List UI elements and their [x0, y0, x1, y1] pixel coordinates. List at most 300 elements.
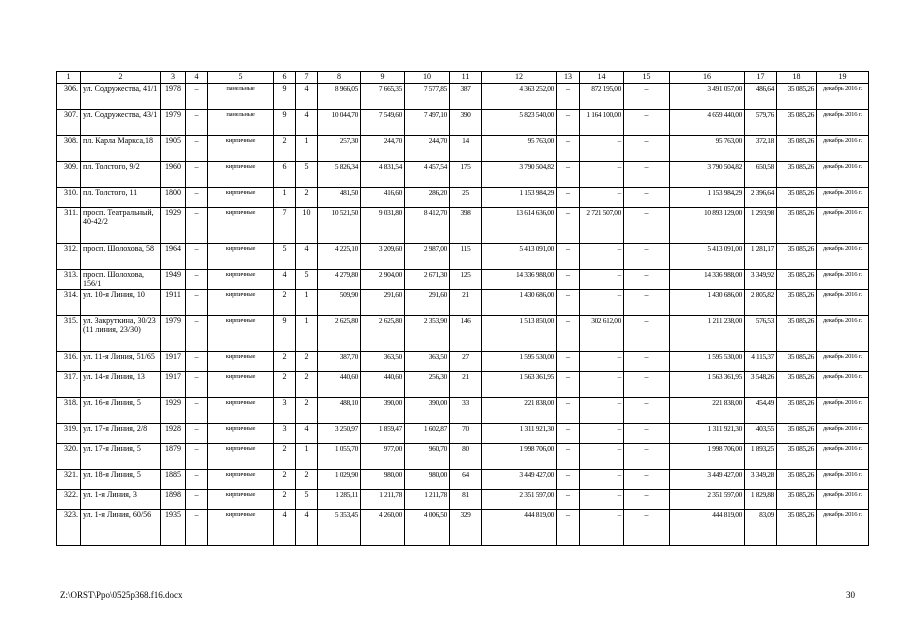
table-cell: – [557, 84, 580, 110]
table-cell: 403,55 [745, 424, 777, 444]
table-cell: 35 085,26 [777, 444, 817, 470]
table-cell: – [624, 290, 670, 316]
table-row [57, 270, 869, 290]
table-cell: 1964 [161, 244, 186, 270]
table-cell: 1 211,78 [405, 490, 450, 510]
table-cell: 1 293,98 [745, 208, 777, 244]
table-cell: 175 [450, 162, 482, 188]
table-cell: 310. [57, 188, 81, 208]
table-cell: 1 998 706,00 [670, 444, 745, 470]
table-cell: 5 826,34 [318, 162, 361, 188]
table-cell: кирпичные [208, 470, 274, 490]
table-cell: 318. [57, 398, 81, 424]
table-row [57, 110, 869, 136]
table-cell: – [580, 510, 624, 546]
table-cell: 5 [296, 162, 318, 188]
table-row [57, 444, 869, 470]
table-cell: – [580, 444, 624, 470]
table-cell: 70 [450, 424, 482, 444]
housing-register-table [56, 71, 869, 546]
table-cell: ул. 16-я Линия, 5 [81, 398, 161, 424]
table-cell: 146 [450, 316, 482, 352]
table-cell: 1917 [161, 352, 186, 372]
table-cell: декабрь 2016 г. [817, 244, 869, 270]
table-cell: – [186, 208, 208, 244]
table-cell: 872 195,00 [580, 84, 624, 110]
table-cell: 4 831,54 [361, 162, 405, 188]
table-cell: 35 085,26 [777, 424, 817, 444]
table-cell: ул. 17-я Линия, 2/8 [81, 424, 161, 444]
table-cell: 14 336 988,00 [482, 270, 557, 290]
table-cell: – [580, 162, 624, 188]
table-cell: 319. [57, 424, 81, 444]
table-cell: 579,76 [745, 110, 777, 136]
column-number-cell: 1 [57, 72, 81, 84]
table-cell: 35 085,26 [777, 162, 817, 188]
table-cell: 302 612,00 [580, 316, 624, 352]
table-cell: кирпичные [208, 316, 274, 352]
table-cell: 4 457,54 [405, 162, 450, 188]
table-row [57, 398, 869, 424]
table-cell: – [186, 244, 208, 270]
table-cell: ул. 1-я Линия, 3 [81, 490, 161, 510]
table-cell: 8 966,05 [318, 84, 361, 110]
table-cell: 2 721 507,00 [580, 208, 624, 244]
table-cell: 10 893 129,00 [670, 208, 745, 244]
table-cell: 387 [450, 84, 482, 110]
table-cell: 1960 [161, 162, 186, 188]
table-cell: 2 625,80 [318, 316, 361, 352]
table-cell: 2 351 597,00 [670, 490, 745, 510]
table-row [57, 208, 869, 244]
table-cell: 314. [57, 290, 81, 316]
table-cell: – [186, 352, 208, 372]
table-cell: кирпичные [208, 372, 274, 398]
table-cell: 1 602,87 [405, 424, 450, 444]
table-cell: 4 659 440,00 [670, 110, 745, 136]
table-cell: – [624, 208, 670, 244]
table-cell: – [624, 244, 670, 270]
table-cell: 1 153 984,29 [482, 188, 557, 208]
table-cell: – [624, 398, 670, 424]
table-cell: 8 412,70 [405, 208, 450, 244]
table-cell: 5 413 091,00 [482, 244, 557, 270]
table-cell: декабрь 2016 г. [817, 136, 869, 162]
table-cell: 3 209,60 [361, 244, 405, 270]
table-cell: 2 [274, 372, 296, 398]
table-cell: – [580, 188, 624, 208]
table-cell: 7 549,60 [361, 110, 405, 136]
table-cell: 1 211,78 [361, 490, 405, 510]
table-cell: 980,00 [361, 470, 405, 490]
table-cell: 3 250,97 [318, 424, 361, 444]
table-cell: – [624, 84, 670, 110]
table-cell: 4 279,80 [318, 270, 361, 290]
table-cell: 1905 [161, 136, 186, 162]
table-cell: – [557, 444, 580, 470]
table-cell: 2 [274, 136, 296, 162]
table-cell: пл. Карла Маркса,18 [81, 136, 161, 162]
table-cell: 2 904,00 [361, 270, 405, 290]
table-cell: 244,70 [405, 136, 450, 162]
table-cell: кирпичные [208, 208, 274, 244]
column-number-cell: 11 [450, 72, 482, 84]
table-cell: 3 790 504,82 [482, 162, 557, 188]
table-cell: 35 085,26 [777, 316, 817, 352]
table-cell: 315. [57, 316, 81, 352]
table-cell: 1 893,25 [745, 444, 777, 470]
table-cell: кирпичные [208, 398, 274, 424]
table-cell: 1 [274, 188, 296, 208]
table-cell: 257,30 [318, 136, 361, 162]
table-cell: – [557, 270, 580, 290]
table-cell: 1 311 921,30 [670, 424, 745, 444]
table-cell: 10 521,50 [318, 208, 361, 244]
table-cell: – [557, 372, 580, 398]
table-cell: – [557, 424, 580, 444]
table-cell: 390,00 [361, 398, 405, 424]
table-cell: 35 085,26 [777, 290, 817, 316]
table-cell: 3 491 057,00 [670, 84, 745, 110]
table-cell: 5 413 091,00 [670, 244, 745, 270]
table-cell: 2 987,00 [405, 244, 450, 270]
table-cell: – [186, 290, 208, 316]
table-cell: 1979 [161, 316, 186, 352]
table-cell: кирпичные [208, 188, 274, 208]
table-cell: 1929 [161, 208, 186, 244]
table-cell: – [557, 352, 580, 372]
table-cell: – [557, 316, 580, 352]
table-cell: 2 353,90 [405, 316, 450, 352]
table-cell: – [624, 188, 670, 208]
table-cell: – [580, 136, 624, 162]
column-number-cell: 16 [670, 72, 745, 84]
table-cell: 509,90 [318, 290, 361, 316]
table-cell: – [624, 470, 670, 490]
table-cell: 322. [57, 490, 81, 510]
table-cell: просп. Шолохова, 58 [81, 244, 161, 270]
table-cell: 390,00 [405, 398, 450, 424]
column-number-cell: 15 [624, 72, 670, 84]
table-cell: декабрь 2016 г. [817, 188, 869, 208]
table-cell: 35 085,26 [777, 244, 817, 270]
table-cell: – [580, 490, 624, 510]
table-cell: 1800 [161, 188, 186, 208]
table-cell: 1 859,47 [361, 424, 405, 444]
table-cell: 1 430 686,00 [670, 290, 745, 316]
table-cell: 14 [450, 136, 482, 162]
table-cell: 1 285,11 [318, 490, 361, 510]
table-cell: 4 [274, 510, 296, 546]
table-cell: 1 595 530,00 [482, 352, 557, 372]
table-cell: 1885 [161, 470, 186, 490]
table-cell: 329 [450, 510, 482, 546]
table-cell: 3 548,26 [745, 372, 777, 398]
table-cell: 35 085,26 [777, 490, 817, 510]
table-cell: 9 [274, 110, 296, 136]
table-cell: 291,60 [361, 290, 405, 316]
column-number-cell: 19 [817, 72, 869, 84]
table-cell: кирпичные [208, 290, 274, 316]
table-cell: ул. 14-я Линия, 13 [81, 372, 161, 398]
table-cell: – [624, 162, 670, 188]
document-page [56, 71, 868, 546]
table-cell: – [186, 470, 208, 490]
table-cell: 576,53 [745, 316, 777, 352]
table-cell: декабрь 2016 г. [817, 490, 869, 510]
table-cell: 5 [296, 490, 318, 510]
column-number-cell: 3 [161, 72, 186, 84]
table-cell: 5 353,45 [318, 510, 361, 546]
table-cell: декабрь 2016 г. [817, 84, 869, 110]
column-number-cell: 9 [361, 72, 405, 84]
table-cell: 960,70 [405, 444, 450, 470]
table-row [57, 352, 869, 372]
table-cell: – [624, 490, 670, 510]
table-cell: 2 805,82 [745, 290, 777, 316]
table-cell: 1 281,17 [745, 244, 777, 270]
table-cell: 4 [274, 270, 296, 290]
table-cell: 306. [57, 84, 81, 110]
file-path-footer: Z:\ORST\Ppo\0525p368.f16.docx [60, 590, 183, 600]
table-cell: декабрь 2016 г. [817, 424, 869, 444]
table-cell: 1978 [161, 84, 186, 110]
table-cell: 1 211 238,00 [670, 316, 745, 352]
table-cell: 3 790 504,82 [670, 162, 745, 188]
table-cell: 481,50 [318, 188, 361, 208]
table-cell: 1 153 984,29 [670, 188, 745, 208]
table-cell: 221 838,00 [670, 398, 745, 424]
table-cell: 363,50 [405, 352, 450, 372]
table-cell: 3 349,92 [745, 270, 777, 290]
table-cell: просп. Шолохова, 156/1 [81, 270, 161, 290]
table-cell: – [580, 398, 624, 424]
table-cell: 4 363 252,00 [482, 84, 557, 110]
table-cell: – [186, 372, 208, 398]
table-cell: 2 [274, 290, 296, 316]
table-cell: кирпичные [208, 510, 274, 546]
table-cell: ул. 10-я Линия, 10 [81, 290, 161, 316]
table-cell: 21 [450, 290, 482, 316]
table-cell: – [624, 110, 670, 136]
table-row [57, 244, 869, 270]
table-cell: кирпичные [208, 424, 274, 444]
table-cell: декабрь 2016 г. [817, 110, 869, 136]
table-cell: 3 449 427,00 [482, 470, 557, 490]
table-cell: 4 [296, 424, 318, 444]
table-cell: 9 [274, 84, 296, 110]
table-cell: – [580, 244, 624, 270]
table-cell: 25 [450, 188, 482, 208]
column-number-cell: 2 [81, 72, 161, 84]
table-cell: – [186, 136, 208, 162]
table-cell: 1911 [161, 290, 186, 316]
table-cell: 416,60 [361, 188, 405, 208]
table-cell: 312. [57, 244, 81, 270]
table-cell: 2 [274, 470, 296, 490]
table-cell: 1 055,70 [318, 444, 361, 470]
table-cell: 1 311 921,30 [482, 424, 557, 444]
table-cell: 21 [450, 372, 482, 398]
column-number-cell: 17 [745, 72, 777, 84]
table-cell: 317. [57, 372, 81, 398]
table-cell: 10 044,70 [318, 110, 361, 136]
table-cell: – [557, 162, 580, 188]
table-cell: – [557, 490, 580, 510]
table-cell: декабрь 2016 г. [817, 290, 869, 316]
table-cell: 444 819,00 [670, 510, 745, 546]
table-cell: 1928 [161, 424, 186, 444]
table-cell: 1 998 706,00 [482, 444, 557, 470]
table-cell: декабрь 2016 г. [817, 444, 869, 470]
column-number-cell: 13 [557, 72, 580, 84]
table-cell: 2 [274, 490, 296, 510]
table-cell: 2 [274, 444, 296, 470]
table-cell: 321. [57, 470, 81, 490]
table-cell: – [557, 208, 580, 244]
table-cell: 980,00 [405, 470, 450, 490]
table-row [57, 424, 869, 444]
table-cell: 95 763,00 [670, 136, 745, 162]
table-cell: 4 [296, 510, 318, 546]
table-cell: 1 [296, 290, 318, 316]
table-cell: 1935 [161, 510, 186, 546]
table-cell: 35 085,26 [777, 470, 817, 490]
table-cell: 1 595 530,00 [670, 352, 745, 372]
table-cell: 5 823 540,00 [482, 110, 557, 136]
table-cell: – [186, 424, 208, 444]
table-cell: 81 [450, 490, 482, 510]
table-cell: кирпичные [208, 352, 274, 372]
table-cell: 35 085,26 [777, 84, 817, 110]
table-cell: – [580, 270, 624, 290]
table-cell: – [580, 372, 624, 398]
table-cell: ул. Закруткина, 30/23 (11 линия, 23/30) [81, 316, 161, 352]
table-cell: 95 763,00 [482, 136, 557, 162]
table-cell: 2 [296, 398, 318, 424]
table-cell: 1 [296, 136, 318, 162]
table-cell: 1 164 100,00 [580, 110, 624, 136]
table-cell: ул. 11-я Линия, 51/65 [81, 352, 161, 372]
table-cell: – [624, 510, 670, 546]
table-cell: 1979 [161, 110, 186, 136]
table-row [57, 290, 869, 316]
table-cell: 10 [296, 208, 318, 244]
table-cell: 309. [57, 162, 81, 188]
table-cell: – [186, 162, 208, 188]
table-cell: – [624, 424, 670, 444]
table-cell: – [557, 290, 580, 316]
table-cell: пл. Толстого, 11 [81, 188, 161, 208]
table-cell: 64 [450, 470, 482, 490]
table-cell: 7 [274, 208, 296, 244]
table-cell: 1898 [161, 490, 186, 510]
table-cell: 3 449 427,00 [670, 470, 745, 490]
table-cell: 1 [296, 316, 318, 352]
table-cell: 486,64 [745, 84, 777, 110]
table-cell: 27 [450, 352, 482, 372]
table-cell: 1929 [161, 398, 186, 424]
table-cell: 35 085,26 [777, 510, 817, 546]
table-cell: 35 085,26 [777, 398, 817, 424]
table-cell: 4 006,50 [405, 510, 450, 546]
table-cell: 4 225,10 [318, 244, 361, 270]
table-cell: кирпичные [208, 162, 274, 188]
table-cell: 3 [274, 398, 296, 424]
table-cell: 35 085,26 [777, 270, 817, 290]
table-cell: 1 430 686,00 [482, 290, 557, 316]
table-cell: 387,70 [318, 352, 361, 372]
table-cell: – [186, 490, 208, 510]
table-cell: декабрь 2016 г. [817, 398, 869, 424]
table-cell: 6 [274, 162, 296, 188]
table-cell: 1 029,90 [318, 470, 361, 490]
table-row [57, 84, 869, 110]
table-cell: 13 614 636,00 [482, 208, 557, 244]
column-number-cell: 5 [208, 72, 274, 84]
table-cell: – [624, 444, 670, 470]
table-cell: 2 671,30 [405, 270, 450, 290]
table-cell: 2 351 597,00 [482, 490, 557, 510]
table-cell: – [624, 270, 670, 290]
table-cell: 83,09 [745, 510, 777, 546]
table-cell: 1879 [161, 444, 186, 470]
table-cell: 440,60 [361, 372, 405, 398]
table-cell: панельные [208, 84, 274, 110]
table-cell: декабрь 2016 г. [817, 510, 869, 546]
table-row [57, 162, 869, 188]
table-cell: 35 085,26 [777, 188, 817, 208]
table-cell: 2 396,64 [745, 188, 777, 208]
table-cell: 308. [57, 136, 81, 162]
table-cell: 1 513 850,00 [482, 316, 557, 352]
table-cell: 3 349,28 [745, 470, 777, 490]
table-row [57, 188, 869, 208]
table-cell: кирпичные [208, 270, 274, 290]
table-cell: – [186, 270, 208, 290]
table-cell: пл. Толстого, 9/2 [81, 162, 161, 188]
table-cell: 1949 [161, 270, 186, 290]
table-cell: 9 031,80 [361, 208, 405, 244]
table-cell: ул. 1-я Линия, 60/56 [81, 510, 161, 546]
table-cell: 244,70 [361, 136, 405, 162]
table-cell: ул. Содружества, 43/1 [81, 110, 161, 136]
table-cell: – [186, 510, 208, 546]
table-cell: 35 085,26 [777, 136, 817, 162]
column-number-cell: 7 [296, 72, 318, 84]
table-cell: 9 [274, 316, 296, 352]
table-cell: 14 336 988,00 [670, 270, 745, 290]
table-row [57, 470, 869, 490]
table-cell: 4 [296, 84, 318, 110]
table-cell: декабрь 2016 г. [817, 270, 869, 290]
table-cell: – [580, 424, 624, 444]
table-body [57, 84, 869, 546]
table-cell: – [557, 470, 580, 490]
table-cell: 2 625,80 [361, 316, 405, 352]
table-cell: 311. [57, 208, 81, 244]
table-cell: декабрь 2016 г. [817, 316, 869, 352]
table-cell: 307. [57, 110, 81, 136]
table-cell: 1 563 361,95 [482, 372, 557, 398]
table-cell: – [624, 136, 670, 162]
table-cell: кирпичные [208, 444, 274, 470]
table-cell: – [186, 398, 208, 424]
table-cell: – [557, 188, 580, 208]
table-cell: – [186, 84, 208, 110]
column-number-cell: 6 [274, 72, 296, 84]
column-number-cell: 8 [318, 72, 361, 84]
